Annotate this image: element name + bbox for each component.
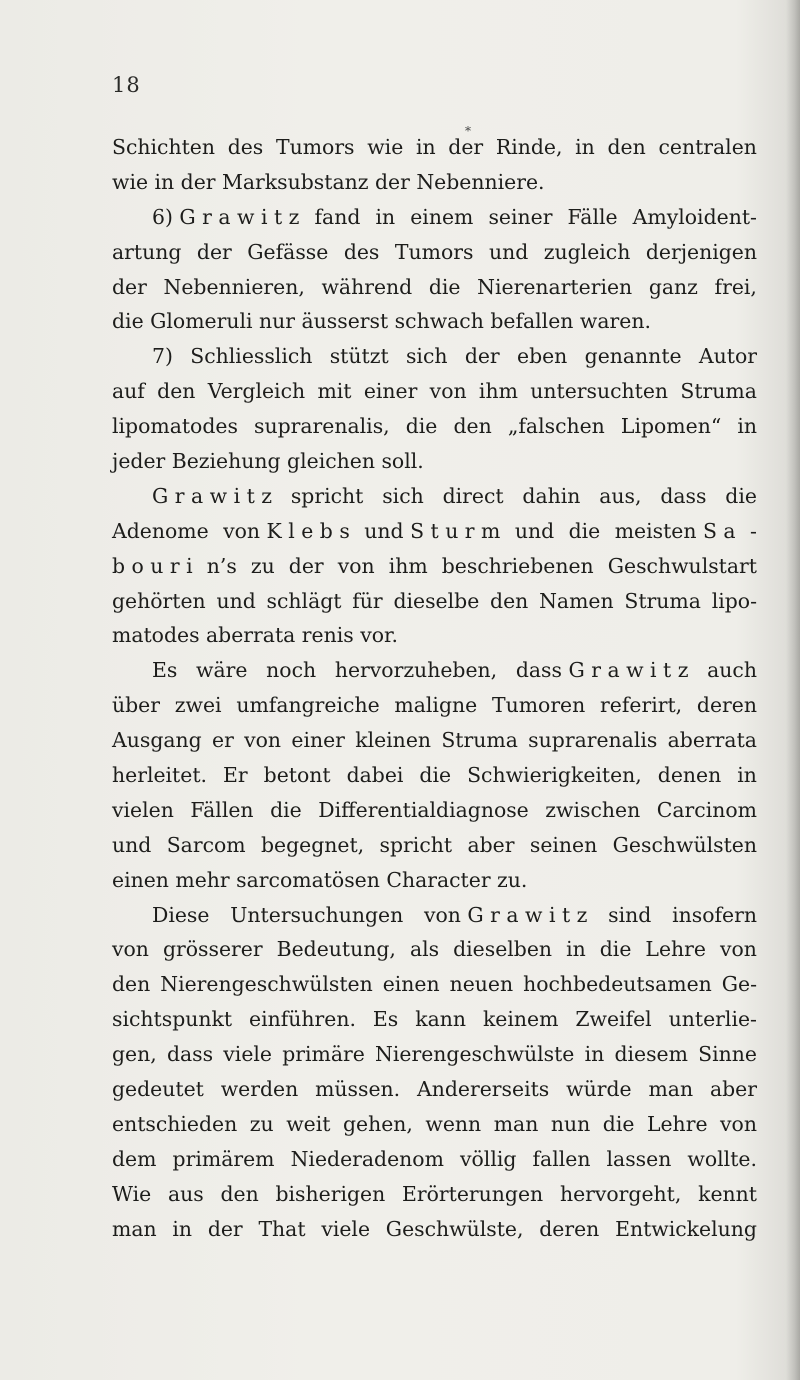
word: Struma <box>680 379 757 404</box>
word: dieselbe <box>393 588 480 613</box>
word: suprarenalis <box>528 728 658 753</box>
word: des <box>227 135 264 159</box>
word: primärem <box>172 1146 275 1171</box>
word: einem <box>410 204 474 229</box>
word: wenn <box>425 1111 482 1136</box>
word: noch <box>266 658 317 683</box>
text-line: die Glomeruli nur äusserst schwach befallen waren. <box>112 309 651 334</box>
word: dem <box>112 1146 157 1171</box>
text-line <box>112 270 757 305</box>
word: Carcinom <box>656 797 757 822</box>
word: 6) G r a w i t z <box>152 204 300 229</box>
word: lipo- <box>711 588 757 613</box>
word: würde <box>566 1077 632 1102</box>
word: Nebennieren, <box>163 274 305 299</box>
text-line <box>112 200 757 235</box>
word: unterlie- <box>668 1007 757 1032</box>
word: Differentialdiagnose <box>318 797 529 822</box>
word: Autor <box>698 344 757 369</box>
word: den <box>220 1181 259 1206</box>
text-line <box>112 1037 757 1072</box>
word: Tumors <box>275 135 355 159</box>
word: vielen <box>112 797 174 822</box>
word: und <box>216 588 256 613</box>
word: über <box>112 693 160 718</box>
word: deren <box>696 693 757 718</box>
word: Fällen <box>190 797 254 822</box>
word: sich <box>405 344 448 369</box>
word: den <box>453 414 492 439</box>
word: in <box>737 414 757 439</box>
word: in <box>375 204 396 229</box>
text-line <box>112 479 757 514</box>
word: Wie <box>112 1181 152 1206</box>
text-line: einen mehr sarcomatösen Character zu. <box>112 867 528 892</box>
word: Fälle <box>567 204 618 229</box>
word: Tumoren <box>491 693 586 718</box>
word: zugleich <box>543 239 631 264</box>
word: aberrata <box>667 728 757 753</box>
text-line <box>112 1107 757 1142</box>
word: gehen, <box>342 1111 413 1136</box>
word: Entwickelung <box>615 1216 757 1241</box>
word: kennt <box>698 1181 757 1206</box>
word: dieselben <box>453 937 553 962</box>
word: Lipomen“ <box>620 414 722 439</box>
word: wie <box>367 135 404 159</box>
word: zwei <box>174 693 222 718</box>
word: des <box>343 239 380 264</box>
word: die <box>428 274 461 299</box>
word: aus, <box>599 483 642 508</box>
word: deren <box>539 1216 600 1241</box>
word: Amyloident- <box>632 204 757 229</box>
word: ihm <box>478 379 518 404</box>
word: dabei <box>346 763 404 788</box>
word: die <box>405 414 438 439</box>
word: n’s <box>206 553 237 578</box>
word: Erörterungen <box>402 1181 544 1206</box>
word: maligne <box>394 693 478 718</box>
word: der <box>196 239 232 264</box>
word: aber <box>467 832 515 857</box>
word: primäre <box>282 1042 365 1067</box>
text-line <box>112 235 757 270</box>
word: dass G r a w i t z <box>515 658 689 683</box>
word: Untersuchungen <box>230 902 404 927</box>
word: weit <box>286 1111 331 1136</box>
word: begegnet, <box>260 832 365 857</box>
word: Nierengeschwülste <box>375 1042 575 1067</box>
word: der <box>112 274 147 299</box>
body-text <box>112 130 757 1247</box>
word: er <box>212 728 234 753</box>
word: in <box>737 763 757 788</box>
word: die <box>725 483 757 508</box>
word: einführen. <box>249 1007 356 1032</box>
word: einer <box>363 379 418 404</box>
word: - <box>750 518 757 543</box>
text-line: wie in der Marksubstanz der Nebenniere. <box>112 169 545 194</box>
word: Nierengeschwülsten <box>160 972 373 997</box>
word: meisten S a <box>614 518 736 543</box>
text-line <box>112 339 757 374</box>
word: den <box>490 588 529 613</box>
word: insofern <box>672 902 757 927</box>
word: und S t u r m <box>364 518 501 543</box>
word: und <box>112 832 152 857</box>
word: man <box>493 1111 539 1136</box>
text-line <box>112 1002 757 1037</box>
word: grösserer <box>162 937 263 962</box>
word: Er <box>223 763 248 788</box>
word: derjenigen <box>645 239 757 264</box>
word: man <box>648 1077 694 1102</box>
text-line <box>112 130 757 165</box>
word: hervorzuheben, <box>334 658 498 683</box>
word: Geschwülsten <box>612 832 757 857</box>
word: diesem <box>614 1042 688 1067</box>
word: Sarcom <box>166 832 246 857</box>
word: sichtspunkt <box>112 1007 233 1032</box>
word: von <box>112 937 149 962</box>
word: einen <box>382 972 440 997</box>
word: fand <box>314 204 361 229</box>
word: der <box>288 553 324 578</box>
word: fallen <box>532 1146 591 1171</box>
word: genannte <box>584 344 682 369</box>
word: Schichten <box>112 135 215 159</box>
word: untersuchten <box>530 379 669 404</box>
word: spricht <box>379 832 453 857</box>
word: hervorgeht, <box>559 1181 682 1206</box>
word: in <box>575 135 595 159</box>
text-line: matodes aberrata renis vor. <box>112 623 398 648</box>
word: neuen <box>449 972 514 997</box>
word: hochbedeutsamen <box>523 972 712 997</box>
word: während <box>321 274 413 299</box>
text-line <box>112 1177 757 1212</box>
word: Ausgang <box>112 728 202 753</box>
word: Adenome <box>112 518 209 543</box>
word: keinem <box>482 1007 559 1032</box>
word: Struma <box>624 588 701 613</box>
word: zwischen <box>545 797 641 822</box>
word: als <box>409 937 440 962</box>
word: Nierenarterien <box>477 274 633 299</box>
text-line <box>112 549 757 584</box>
word: in <box>584 1042 605 1067</box>
word: werden <box>220 1077 299 1102</box>
text-line <box>112 1212 757 1247</box>
word: betont <box>263 763 331 788</box>
word: herleitet. <box>112 763 207 788</box>
word: schlägt <box>266 588 342 613</box>
page-edge-shadow <box>786 0 800 1380</box>
word: viele <box>321 1216 371 1241</box>
word: auf <box>112 379 145 404</box>
word: viele <box>223 1042 272 1067</box>
text-line <box>112 967 757 1002</box>
word: centralen <box>658 135 757 159</box>
text-line <box>112 898 757 933</box>
word: seiner <box>488 204 553 229</box>
word: zu <box>249 1111 274 1136</box>
word: That <box>258 1216 306 1241</box>
word: die <box>419 763 452 788</box>
text-line <box>112 584 757 619</box>
page-number: 18 <box>112 73 141 97</box>
word: der <box>464 344 500 369</box>
word: Rinde, <box>495 135 563 159</box>
word: wollte. <box>687 1146 757 1171</box>
word: dass <box>660 483 707 508</box>
word: artung <box>112 239 182 264</box>
word: wäre <box>196 658 248 683</box>
word: entschieden <box>112 1111 238 1136</box>
word: suprarenalis, <box>254 414 390 439</box>
word: die <box>599 937 632 962</box>
word: lassen <box>606 1146 672 1171</box>
word: nun <box>550 1111 591 1136</box>
word: spricht <box>290 483 364 508</box>
word: von K l e b s <box>223 518 350 543</box>
word: seinen <box>529 832 598 857</box>
word: die <box>270 797 302 822</box>
word: der <box>207 1216 243 1241</box>
word: von <box>244 728 282 753</box>
word: kleinen <box>355 728 432 753</box>
word: Es <box>372 1007 399 1032</box>
text-line <box>112 374 757 409</box>
word: Andererseits <box>417 1077 550 1102</box>
word: aus <box>167 1181 204 1206</box>
word: den <box>157 379 196 404</box>
word: gehörten <box>112 588 206 613</box>
word: ihm <box>388 553 428 578</box>
word: auch <box>707 658 757 683</box>
text-line <box>112 688 757 723</box>
word: von <box>337 553 375 578</box>
word: von G r a w i t z <box>424 902 588 927</box>
word: gedeutet <box>112 1077 204 1102</box>
word: beschriebenen <box>441 553 594 578</box>
word: lipomatodes <box>112 414 238 439</box>
word: mit <box>317 379 352 404</box>
word: die <box>602 1111 635 1136</box>
word: Geschwulstart <box>607 553 757 578</box>
word: Diese <box>152 902 210 927</box>
word: von <box>720 937 757 962</box>
word: sind <box>608 902 652 927</box>
word: Niederadenom <box>290 1146 444 1171</box>
word: Lehre <box>645 937 706 962</box>
word: referirt, <box>600 693 683 718</box>
word: müssen. <box>315 1077 401 1102</box>
word: dass <box>166 1042 214 1067</box>
word: eben <box>517 344 568 369</box>
word: dahin <box>522 483 581 508</box>
text-line <box>112 793 757 828</box>
word: umfangreiche <box>236 693 380 718</box>
word: und <box>488 239 529 264</box>
word: bisherigen <box>275 1181 386 1206</box>
word: zu <box>250 553 275 578</box>
word: Tumors <box>394 239 474 264</box>
word: G r a w i t z <box>152 483 272 508</box>
text-line <box>112 514 757 549</box>
word: von <box>720 1111 757 1136</box>
word: der <box>448 135 484 159</box>
word: und <box>514 518 555 543</box>
text-line <box>112 723 757 758</box>
word: Gefässe <box>247 239 329 264</box>
word: einer <box>291 728 345 753</box>
word: Ge- <box>721 972 757 997</box>
word: frei, <box>714 274 757 299</box>
word: völlig <box>460 1146 517 1171</box>
word: b o u r i <box>112 553 193 578</box>
word: den <box>112 972 151 997</box>
word: Vergleich <box>207 379 306 404</box>
word: für <box>352 588 383 613</box>
word: stützt <box>329 344 389 369</box>
word: kann <box>415 1007 466 1032</box>
text-line <box>112 828 757 863</box>
word: in <box>172 1216 193 1241</box>
text-line <box>112 1072 757 1107</box>
text-line <box>112 653 757 688</box>
word: Schliesslich <box>190 344 313 369</box>
text-line: jeder Beziehung gleichen soll. <box>112 449 424 474</box>
word: Struma <box>441 728 518 753</box>
word: Zweifel <box>575 1007 652 1032</box>
word: den <box>607 135 646 159</box>
word: 7) <box>152 344 173 369</box>
text-line <box>112 758 757 793</box>
word: man <box>112 1216 157 1241</box>
word: „falschen <box>507 414 605 439</box>
word: aber <box>709 1077 757 1102</box>
word: Sinne <box>698 1042 757 1067</box>
word: denen <box>657 763 722 788</box>
word: gen, <box>112 1042 157 1067</box>
word: in <box>415 135 436 159</box>
word: Schwierigkeiten, <box>467 763 642 788</box>
printer-mark: * <box>465 124 471 138</box>
word: Bedeutung, <box>276 937 396 962</box>
text-line <box>112 409 757 444</box>
text-line <box>112 932 757 967</box>
word: Es <box>152 658 178 683</box>
word: Namen <box>539 588 614 613</box>
word: direct <box>442 483 504 508</box>
word: ganz <box>648 274 698 299</box>
word: von <box>429 379 467 404</box>
word: in <box>566 937 586 962</box>
word: die <box>568 518 601 543</box>
word: Geschwülste, <box>385 1216 524 1241</box>
word: Lehre <box>646 1111 708 1136</box>
word: sich <box>382 483 424 508</box>
text-line <box>112 1142 757 1177</box>
